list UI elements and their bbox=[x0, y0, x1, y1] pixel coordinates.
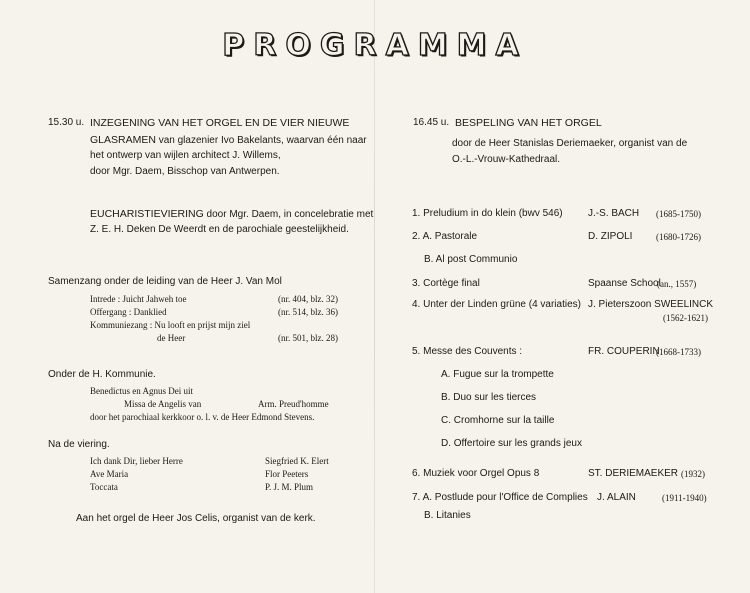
recital-sub2: O.-L.-Vrouw-Kathedraal. bbox=[452, 154, 561, 165]
piece-2a-composer: D. ZIPOLI bbox=[588, 231, 633, 242]
singing-intro: Samenzang onder de leiding van de Heer J. Van Mol bbox=[48, 276, 282, 287]
piece-7b: B. Litanies bbox=[424, 510, 471, 521]
piece-2a-years: (1680-1726) bbox=[656, 232, 701, 242]
communion-line3: door het parochiaal kerkkoor o. l. v. de Heer Edmond Stevens. bbox=[90, 412, 315, 422]
piece-2a: 2. A. Pastorale bbox=[412, 231, 478, 242]
left-time: 15.30 u. bbox=[48, 117, 85, 128]
piece-5: 5. Messe des Couvents : bbox=[412, 346, 523, 357]
eucharist-line1-rest: door Mgr. Daem, in concelebratie met bbox=[203, 209, 374, 220]
piece-1: 1. Preludium in do klein (bwv 546) bbox=[412, 208, 563, 219]
program-title: PROGRAMMA bbox=[222, 28, 528, 63]
recital-sub1: door de Heer Stanislas Deriemaeker, organist van de bbox=[452, 138, 688, 149]
singing-item-1: Intrede : Juicht Jahweh toe bbox=[90, 294, 187, 304]
piece-5b: B. Duo sur les tierces bbox=[441, 392, 537, 403]
singing-item-2: Offergang : Danklied bbox=[90, 307, 167, 317]
piece-1-composer: J.-S. BACH bbox=[588, 208, 640, 219]
piece-1-years: (1685-1750) bbox=[656, 209, 701, 219]
piece-5d: D. Offertoire sur les grands jeux bbox=[441, 438, 582, 449]
after-mass-intro: Na de viering. bbox=[48, 439, 110, 450]
piece-6-composer: ST. DERIEMAEKER bbox=[588, 468, 679, 479]
piece-2b: B. Al post Communio bbox=[424, 254, 518, 265]
consecration-heading-line1: INZEGENING VAN HET ORGEL EN DE VIER NIEUWE bbox=[90, 117, 350, 129]
after-piece-3: Toccata bbox=[90, 482, 118, 492]
singing-item-1-ref: (nr. 404, blz. 32) bbox=[278, 294, 338, 304]
after-composer-2: Flor Peeters bbox=[265, 469, 309, 479]
page-fold bbox=[374, 0, 375, 593]
singing-item-3: Kommuniezang : Nu looft en prijst mijn ziel bbox=[90, 320, 251, 330]
communion-line2: Missa de Angelis van bbox=[124, 399, 202, 409]
eucharist-heading: EUCHARISTIEVIERING bbox=[90, 208, 204, 220]
after-piece-1: Ich dank Dir, lieber Herre bbox=[90, 456, 183, 466]
eucharist-line1 bbox=[90, 208, 373, 220]
piece-7a-composer: J. ALAIN bbox=[597, 492, 636, 503]
piece-5a: A. Fugue sur la trompette bbox=[441, 369, 554, 380]
after-composer-1: Siegfried K. Elert bbox=[265, 456, 329, 466]
communion-intro: Onder de H. Kommunie. bbox=[48, 369, 156, 380]
communion-composer: Arm. Preud'homme bbox=[258, 399, 329, 409]
piece-3-years: (an., 1557) bbox=[657, 279, 697, 289]
singing-item-2-ref: (nr. 514, blz. 36) bbox=[278, 307, 338, 317]
consecration-heading-line2: GLASRAMEN bbox=[90, 134, 156, 146]
piece-6-years: (1932) bbox=[681, 469, 705, 479]
piece-5c: C. Cromhorne sur la taille bbox=[441, 415, 555, 426]
organist-footer: Aan het orgel de Heer Jos Celis, organist van de kerk. bbox=[76, 513, 316, 524]
piece-3: 3. Cortège final bbox=[412, 278, 480, 289]
after-composer-3: P. J. M. Plum bbox=[265, 482, 314, 492]
piece-5-years: (1668-1733) bbox=[656, 347, 701, 357]
singing-item-4: de Heer bbox=[157, 333, 186, 343]
after-piece-2: Ave Maria bbox=[90, 469, 129, 479]
piece-7a: 7. A. Postlude pour l'Office de Complies bbox=[412, 492, 588, 503]
piece-5-composer: FR. COUPERIN bbox=[588, 346, 660, 357]
piece-4-composer: J. Pieterszoon SWEELINCK bbox=[588, 299, 714, 310]
piece-4: 4. Unter der Linden grüne (4 variaties) bbox=[412, 299, 581, 310]
piece-7a-years: (1911-1940) bbox=[662, 493, 707, 503]
right-time: 16.45 u. bbox=[413, 117, 450, 128]
consecration-line1-rest: van glazenier Ivo Bakelants, waarvan één naar bbox=[155, 135, 367, 146]
consecration-line1 bbox=[90, 134, 367, 146]
piece-4-years: (1562-1621) bbox=[663, 313, 708, 323]
communion-line1: Benedictus en Agnus Dei uit bbox=[90, 386, 193, 396]
piece-6: 6. Muziek voor Orgel Opus 8 bbox=[412, 468, 540, 479]
consecration-line2: het ontwerp van wijlen architect J. Willems, bbox=[90, 150, 281, 161]
piece-3-composer: Spaanse School bbox=[588, 278, 661, 289]
recital-heading: BESPELING VAN HET ORGEL bbox=[455, 117, 602, 129]
eucharist-line2: Z. E. H. Deken De Weerdt en de parochiale geestelijkheid. bbox=[90, 224, 349, 235]
consecration-line3: door Mgr. Daem, Bisschop van Antwerpen. bbox=[90, 166, 280, 177]
singing-item-4-ref: (nr. 501, blz. 28) bbox=[278, 333, 338, 343]
